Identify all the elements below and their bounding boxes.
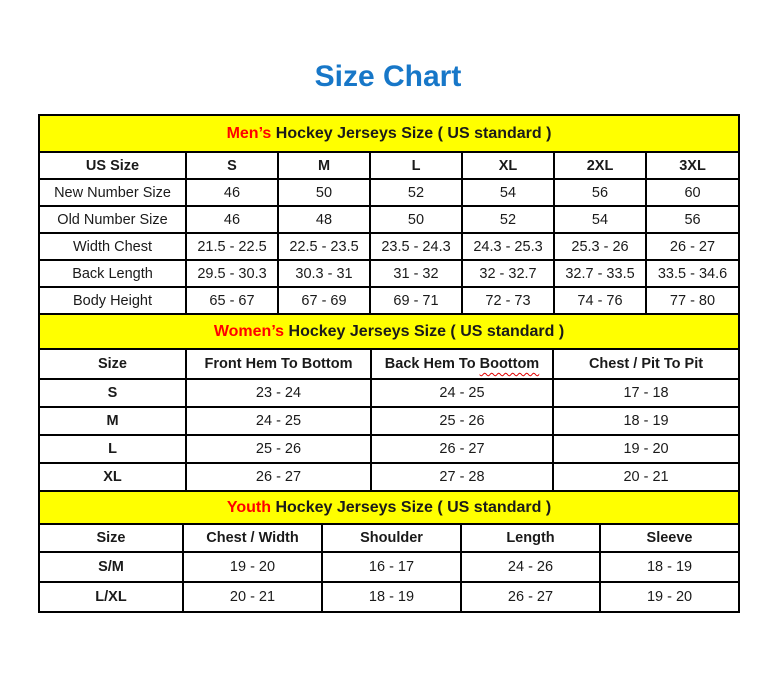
data-cell: 72 - 73 bbox=[462, 287, 554, 314]
mens-size-table bbox=[38, 114, 740, 315]
mens-section-title bbox=[39, 115, 739, 152]
row-label-cell: Back Length bbox=[39, 260, 186, 287]
column-header-cell: Size bbox=[39, 349, 186, 379]
data-cell: 65 - 67 bbox=[186, 287, 278, 314]
womens-section-title-rest: Hockey Jerseys Size ( US standard ) bbox=[284, 322, 565, 340]
data-cell: 46 bbox=[186, 179, 278, 206]
data-cell: 19 - 20 bbox=[553, 435, 739, 463]
data-cell: 54 bbox=[554, 206, 646, 233]
data-cell: 16 - 17 bbox=[322, 552, 461, 582]
row-label-cell: L/XL bbox=[39, 582, 183, 612]
row-label-cell: New Number Size bbox=[39, 179, 186, 206]
data-cell: 32 - 32.7 bbox=[462, 260, 554, 287]
mens-section-title-rest: Hockey Jerseys Size ( US standard ) bbox=[271, 124, 552, 142]
data-cell: 26 - 27 bbox=[646, 233, 739, 260]
column-header-cell: XL bbox=[462, 152, 554, 179]
data-cell: 24 - 25 bbox=[371, 379, 553, 407]
mens-section-band bbox=[39, 115, 739, 152]
table-row bbox=[39, 179, 739, 206]
data-cell: 26 - 27 bbox=[461, 582, 600, 612]
table-row bbox=[39, 233, 739, 260]
mens-column-header-row bbox=[39, 152, 739, 179]
data-cell: 54 bbox=[462, 179, 554, 206]
data-cell: 26 - 27 bbox=[371, 435, 553, 463]
data-cell: 23.5 - 24.3 bbox=[370, 233, 462, 260]
table-row bbox=[39, 435, 739, 463]
youth-column-header-row bbox=[39, 524, 739, 552]
table-row bbox=[39, 552, 739, 582]
row-label-cell: L bbox=[39, 435, 186, 463]
data-cell: 32.7 - 33.5 bbox=[554, 260, 646, 287]
youth-section-title bbox=[39, 491, 739, 524]
table-row bbox=[39, 582, 739, 612]
row-label-cell: Width Chest bbox=[39, 233, 186, 260]
data-cell: 23 - 24 bbox=[186, 379, 371, 407]
row-label-cell: Body Height bbox=[39, 287, 186, 314]
data-cell: 18 - 19 bbox=[553, 407, 739, 435]
youth-section-title-highlight: Youth bbox=[226, 498, 272, 516]
mens-section-title-highlight: Men’s bbox=[226, 124, 272, 142]
row-label-cell: S/M bbox=[39, 552, 183, 582]
data-cell: 52 bbox=[370, 179, 462, 206]
data-cell: 19 - 20 bbox=[183, 552, 322, 582]
table-row bbox=[39, 463, 739, 491]
row-label-cell: S bbox=[39, 379, 186, 407]
data-cell: 18 - 19 bbox=[600, 552, 739, 582]
data-cell: 25 - 26 bbox=[371, 407, 553, 435]
column-header-cell: US Size bbox=[39, 152, 186, 179]
womens-column-header-row bbox=[39, 349, 739, 379]
data-cell: 17 - 18 bbox=[553, 379, 739, 407]
data-cell: 74 - 76 bbox=[554, 287, 646, 314]
table-row bbox=[39, 407, 739, 435]
data-cell: 69 - 71 bbox=[370, 287, 462, 314]
column-header-cell: Chest / Width bbox=[183, 524, 322, 552]
data-cell: 25.3 - 26 bbox=[554, 233, 646, 260]
misspelled-word: Boottom bbox=[479, 356, 540, 372]
column-header-cell: Size bbox=[39, 524, 183, 552]
data-cell: 52 bbox=[462, 206, 554, 233]
data-cell: 29.5 - 30.3 bbox=[186, 260, 278, 287]
row-label-cell: Old Number Size bbox=[39, 206, 186, 233]
data-cell: 30.3 - 31 bbox=[278, 260, 370, 287]
column-header-cell: Sleeve bbox=[600, 524, 739, 552]
table-row bbox=[39, 206, 739, 233]
data-cell: 56 bbox=[646, 206, 739, 233]
youth-section-band bbox=[39, 491, 739, 524]
row-label-cell: M bbox=[39, 407, 186, 435]
column-header-cell: L bbox=[370, 152, 462, 179]
data-cell: 46 bbox=[186, 206, 278, 233]
data-cell: 20 - 21 bbox=[183, 582, 322, 612]
data-cell: 60 bbox=[646, 179, 739, 206]
table-row bbox=[39, 379, 739, 407]
column-header-cell: 3XL bbox=[646, 152, 739, 179]
row-label-cell: XL bbox=[39, 463, 186, 491]
column-header-cell: Shoulder bbox=[322, 524, 461, 552]
column-header-cell: Front Hem To Bottom bbox=[186, 349, 371, 379]
column-header-cell: Length bbox=[461, 524, 600, 552]
data-cell: 24 - 26 bbox=[461, 552, 600, 582]
data-cell: 77 - 80 bbox=[646, 287, 739, 314]
column-header-prefix: Back Hem To bbox=[384, 356, 480, 372]
data-cell: 48 bbox=[278, 206, 370, 233]
data-cell: 50 bbox=[278, 179, 370, 206]
column-header-cell bbox=[371, 349, 553, 379]
womens-section-title bbox=[39, 314, 739, 349]
data-cell: 67 - 69 bbox=[278, 287, 370, 314]
size-chart-container bbox=[38, 114, 738, 613]
data-cell: 27 - 28 bbox=[371, 463, 553, 491]
data-cell: 33.5 - 34.6 bbox=[646, 260, 739, 287]
data-cell: 22.5 - 23.5 bbox=[278, 233, 370, 260]
data-cell: 21.5 - 22.5 bbox=[186, 233, 278, 260]
data-cell: 20 - 21 bbox=[553, 463, 739, 491]
data-cell: 24.3 - 25.3 bbox=[462, 233, 554, 260]
page-title: Size Chart bbox=[314, 60, 462, 93]
womens-section-title-highlight: Women’s bbox=[213, 322, 285, 340]
table-row bbox=[39, 287, 739, 314]
womens-size-table bbox=[38, 313, 740, 492]
data-cell: 26 - 27 bbox=[186, 463, 371, 491]
data-cell: 50 bbox=[370, 206, 462, 233]
youth-section-title-rest: Hockey Jerseys Size ( US standard ) bbox=[271, 498, 552, 516]
womens-section-band bbox=[39, 314, 739, 349]
column-header-cell: Chest / Pit To Pit bbox=[553, 349, 739, 379]
column-header-cell: M bbox=[278, 152, 370, 179]
column-header-cell: S bbox=[186, 152, 278, 179]
youth-size-table bbox=[38, 490, 740, 613]
column-header-cell: 2XL bbox=[554, 152, 646, 179]
data-cell: 25 - 26 bbox=[186, 435, 371, 463]
data-cell: 24 - 25 bbox=[186, 407, 371, 435]
data-cell: 18 - 19 bbox=[322, 582, 461, 612]
data-cell: 31 - 32 bbox=[370, 260, 462, 287]
data-cell: 56 bbox=[554, 179, 646, 206]
table-row bbox=[39, 260, 739, 287]
data-cell: 19 - 20 bbox=[600, 582, 739, 612]
